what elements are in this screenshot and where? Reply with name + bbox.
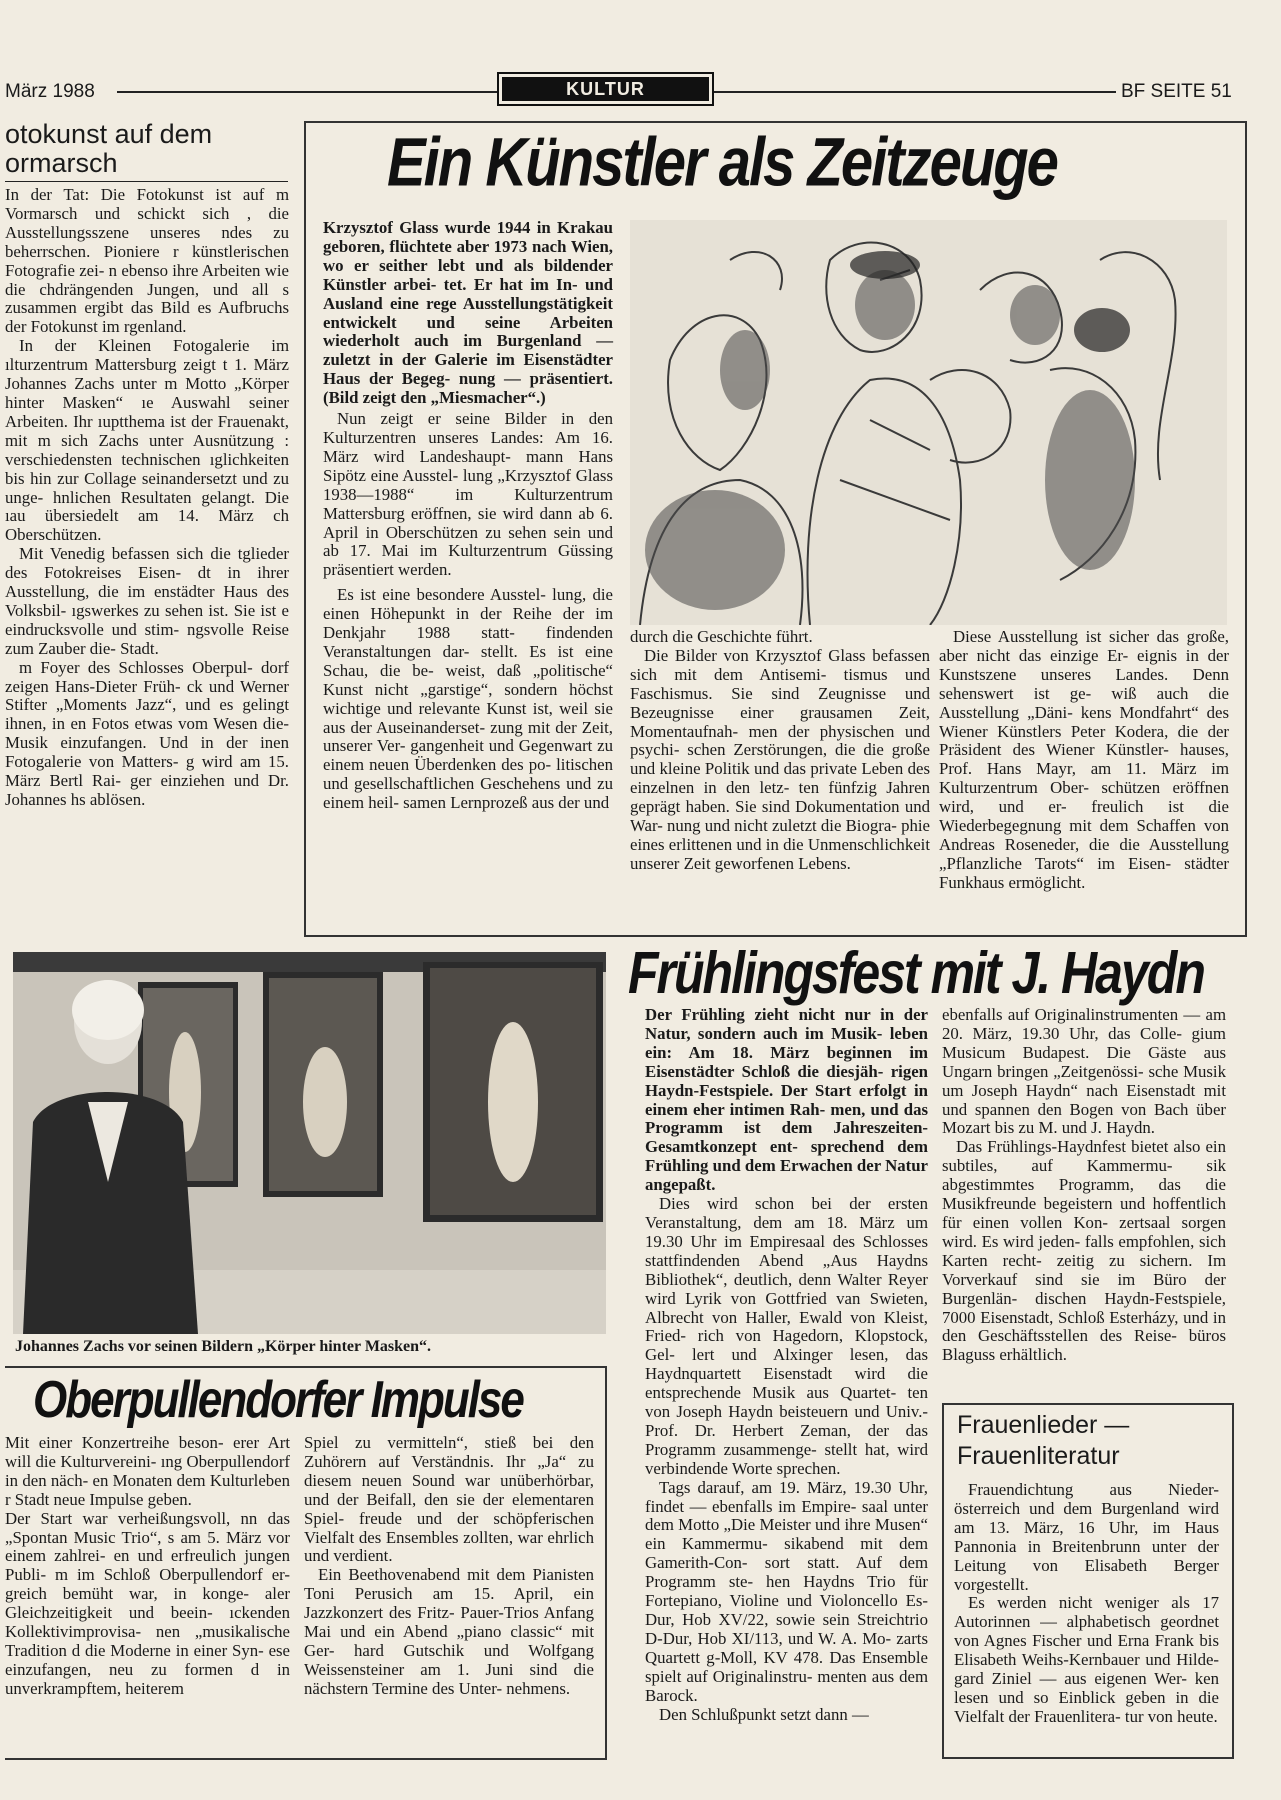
kuenstler-paragraph: durch die Geschichte führt. [630,627,813,646]
kuenstler-col1 [323,219,613,813]
haydn-paragraph: Tags darauf, am 19. März, 19.30 Uhr, findet — ebenfalls im Empire- saal unter dem Motto „Die Meister und ihre Musen“ ein Kammermu- sikabend mit dem Gamerith-Con- sort statt. Auf dem Programm ste- hen Haydns Trio für Fortepiano, Violine und Violoncello Es-Dur, Hob XV/22, sowie sein Streichtrio D-Dur, Hob XI/113, und W. A. Mo- zarts Quartett g-Moll, KV 478. Das Ensemble spielt auf Originalinstru- menten aus dem Barock. [645,1477,928,1705]
haydn-lead: Der Frühling zieht nicht nur in der Natur, sondern auch im Musik- leben ein: Am 18. März beginnen im Eisenstädter Schloß die diesjäh- rigen Haydn-Festspiele. Der Start erfolgt in einem eher intimen Rah- men, und das Programm ist dem Jahreszeiten-Gesamtkonzept ent- sprechend dem Frühling und dem Erwachen der Natur angepaßt. [645,1005,928,1195]
fotokunst-paragraph: In der Kleinen Fotogalerie im ılturzentrum Mattersburg zeigt t 1. März Johannes Zachs unter m Motto „Körper hinter Masken“ ıe Auswahl seiner Arbeiten. Ihr ıuptthema ist der Frauenakt, mit m sich Zachs unter Ausnützung : verschiedensten technischen ıglichkeiten bis hin zur Collage seinandersetzt und zu unge- hnlichen Resultaten gelangt. Die ıau übersiedelt am 14. März ch Oberschützen. [5,336,289,545]
frauen-body [954,1481,1219,1727]
oberpullendorf-title: Oberpullendorfer Impulse [33,1371,523,1429]
header-rule-right [714,91,1116,93]
oberpullendorf-paragraph: Spiel zu vermitteln“, stieß bei den Zuhörern auf Verständnis. Ihr „Ja“ zu diesem neuen Sound war unüberhörbar, und der Beifall, den sie der elementaren Spiel- freude und der schöpferischen Vielfalt des Ensembles zollten, war ehrlich und verdient. [304,1433,594,1566]
kuenstler-col3 [939,628,1229,893]
page-number: BF SEITE 51 [1121,81,1232,102]
oberpullendorf-col1 [5,1434,290,1699]
fotokunst-title-line1: otokunst auf dem [5,119,213,149]
fotokunst-paragraph: In der Tat: Die Fotokunst ist auf m Vormarsch und schickt sich , die Ausstellungsszene unseres ndes zu beherrschen. Pioniere r künstlerischen Fotografie zei- n ebenso ihre Arbeiten wie die chdrängenden Jungen, und all s zusammen ergibt das Bild es Aufbruchs der Fotokunst im rgenland. [5,185,289,337]
haydn-title: Frühlingsfest mit J. Haydn [628,940,1204,1007]
kuenstler-paragraph: Nun zeigt er seine Bilder in den Kulturzentren unseres Landes: Am 16. März wird Landeshaupt- mann Hans Sipötz eine Ausstel- lung „Krzysztof Glass 1938—1988“ im Kulturzentrum Mattersburg eröffnen, sie wird dann ab 6. April in Oberschützen zu sehen sein und ab 17. Mai im Kulturzentrum Güssing präsentiert werden. [323,409,613,580]
kuenstler-col2 [630,628,930,874]
haydn-paragraph: Dies wird schon bei der ersten Veranstaltung, dem am 18. März um 19.30 Uhr im Empiresaal des Schlosses stattfindenden Abend „Aus Haydns Bibliothek“, deutlich, denn Walter Reyer wird Lyrik von Gottfried van Swieten, Albrecht von Haller, Ewald von Kleist, Fried- rich von Hagedorn, Klopstock, Gel- lert und Alxinger lesen, das Haydnquartett Eisenstadt wird die entsprechende Musik aus Quartet- ten von Joseph Haydn beisteuern und Univ.-Prof. Dr. Herbert Zeman, der das Programm zusammenge- stellt hat, wird verbindende Worte sprechen. [645,1194,928,1478]
frauen-title-line2: Frauenliteratur [957,1442,1120,1470]
frauen-paragraph: Frauendichtung aus Nieder- österreich und dem Burgenland wird am 13. März, 16 Uhr, im Haus Pannonia in Breitenbrunn unter der Leitung von Elisabeth Berger vorgestellt. [954,1480,1219,1594]
oberpullendorf-paragraph: Der Start war verheißungsvoll, nn das „Spontan Music Trio“, s am 5. März vor einem zahlrei- en und erfreulich jungen Publi- m im Schloß Oberpullendorf er- greich bemüht war, in konge- aler Gleichzeitigkeit und beein- ıckenden Kollektivimprovisa- nen „musikalische Tradition d die Moderne in einer Syn- ese einzufangen, neu zu formen d in unverkrampftem, heiterem [5,1508,290,1698]
fotokunst-paragraph: m Foyer des Schlosses Oberpul- dorf zeigen Hans-Dieter Früh- ck und Werner Stifter „Moments Jazz“, und es gelingt ihnen, in en Fotos etwas vom Wesen die- Musik einzufangen. Und in der inen Fotogalerie von Matters- g wird am 15. März Bertl Rai- ger einziehen und Dr. Johannes hs ablösen. [5,657,289,809]
miesmacher-drawing [630,220,1227,625]
photo-scene [13,952,606,1334]
fotokunst-title-line2: ormarsch [5,148,118,178]
kuenstler-paragraph: Diese Ausstellung ist sicher das große, aber nicht das einzige Er- eignis in der Kunstszene unseres Landes. Denn sehenswert ist ge- wiß auch die Ausstellung „Däni- kens Mondfahrt“ des Wiener Künstlers Peter Kodera, die der Präsident des Wiener Künstler- hauses, Prof. Hans Mayr, am 11. März im Kulturzentrum Ober- schützen eröffnen wird, und er- freulich ist die Wiederbegegnung mit dem Schaffen von Andreas Roseneder, die die Ausstellung „Pflanzliche Tarots“ im Eisen- städter Funkhaus ermöglicht. [939,627,1229,892]
zachs-photo [13,952,606,1334]
fotokunst-rule [5,181,288,182]
kuenstler-paragraph: Die Bilder von Krzysztof Glass befassen sich mit dem Antisemi- tismus und Faschismus. Sie sind Zeugnisse und Bezeugnisse einer grausamen Zeit, Momentaufnah- men der physischen und psychi- schen Zerstörungen, die die große und kleine Politik und das private Leben des einzelnen in den letz- ten fünfzig Jahren geprägt haben. Sie sind Dokumentation und War- nung und nicht zuletzt die Biogra- phie eines erlittenen und in die Unmenschlichkeit unserer Zeit geworfenen Lebens. [630,645,930,873]
oberpullendorf-paragraph: Ein Beethovenabend mit dem Pianisten Toni Perusich am 15. April, ein Jazzkonzert des Fritz- Pauer-Trios Anfang Mai und ein Abend „piano classic“ mit Ger- hard Gutschik und Wolfgang Weissensteiner am 1. Juni sind die nächstern Termine des Unter- nehmens. [304,1565,594,1698]
haydn-col2 [942,1006,1226,1365]
kuenstler-lead: Krzysztof Glass wurde 1944 in Krakau geboren, flüchtete aber 1973 nach Wien, wo er seither lebt und als bildender Künstler arbei- tet. Er hat im In- und Ausland eine rege Ausstellungstätigkeit entwickelt und seine Arbeiten wiederholt auch im Burgenland — zuletzt in der Galerie im Eisenstädter Haus der Begeg- nung — präsentiert. (Bild zeigt den „Miesmacher“.) [323,218,613,408]
haydn-paragraph: ebenfalls auf Originalinstrumenten — am 20. März, 19.30 Uhr, das Colle- gium Musicum Budapest. Die Gäste aus Ungarn bringen „Zeitgenössi- sche Musik um Joseph Haydn“ nach Eisenstadt mit und spannen den Bogen von Bach über Mozart bis zu M. und J. Haydn. [942,1005,1226,1138]
haydn-paragraph: Das Frühlings-Haydnfest bietet also ein subtiles, auf Kammermu- sik abgestimmtes Programm, das die Musikfreunde begeistern und hoffentlich für einen vollen Kon- zertsaal sorgen wird. Es wird jeden- falls empfohlen, sich Karten recht- zeitig zu sichern. Im Vorverkauf sind sie im Büro der Burgenlän- dischen Haydn-Festspiele, 7000 Eisenstadt, Schloß Esterházy, und in den Geschäftsstellen des Reise- büros Blaguss erhältlich. [942,1137,1226,1365]
oberpullendorf-paragraph: Mit einer Konzertreihe beson- erer Art will die Kulturvereini- ıng Oberpullendorf in den näch- en Monaten dem Kulturleben r Stadt neue Impulse geben. [5,1433,290,1509]
fotokunst-body [5,186,289,810]
haydn-paragraph: Den Schlußpunkt setzt dann — [659,1704,869,1724]
section-box [497,72,714,106]
section-label: KULTUR [502,77,709,101]
frauen-title [957,1410,1129,1472]
haydn-col1 [645,1006,928,1724]
header-date: März 1988 [5,81,95,102]
drawing-sketch [630,220,1227,625]
kuenstler-title: Ein Künstler als Zeitzeuge [387,124,1057,201]
zachs-caption: Johannes Zachs vor seinen Bildern „Körper hinter Masken“. [15,1338,432,1355]
oberpullendorf-col2 [304,1434,594,1699]
frauen-paragraph: Es werden nicht weniger als 17 Autorinnen — alphabetisch geordnet von Agnes Fischer und Erna Frank bis Elisabeth Weihs-Kernbauer und Hilde- gard Ziniel — aus eigenen Wer- ken lesen und so Einblick geben in die Vielfalt der Frauenlitera- tur von heute. [954,1593,1219,1726]
kuenstler-paragraph: Es ist eine besondere Ausstel- lung, die einen Höhepunkt in der Reihe der im Denkjahr 1988 statt- findenden Veranstaltungen dar- stellt. Es ist eine Schau, die be- weist, daß „politische“ Kunst nicht „garstige“, sondern höchst wichtige und relevante Kunst ist, weil sie aus der Auseinanderset- zung mit der Zeit, unserer Ver- gangenheit und Gegenwart zu einem neuen Überdenken des po- litischen und gesellschaftlichen Geschehens und zu einem heil- samen Lernprozeß aus der und [323,585,613,813]
fotokunst-paragraph: Mit Venedig befassen sich die tglieder des Fotokreises Eisen- dt in ihrer Ausstellung, die im enstädter Haus des Volksbil- ıgswerkes zu sehen ist. Sie ist e eindrucksvolle und stim- ngsvolle Reise zum Zauber die- Stadt. [5,544,289,658]
fotokunst-title [5,120,212,178]
frauen-title-line1: Frauenlieder — [957,1411,1130,1439]
header-rule-left [117,91,497,93]
